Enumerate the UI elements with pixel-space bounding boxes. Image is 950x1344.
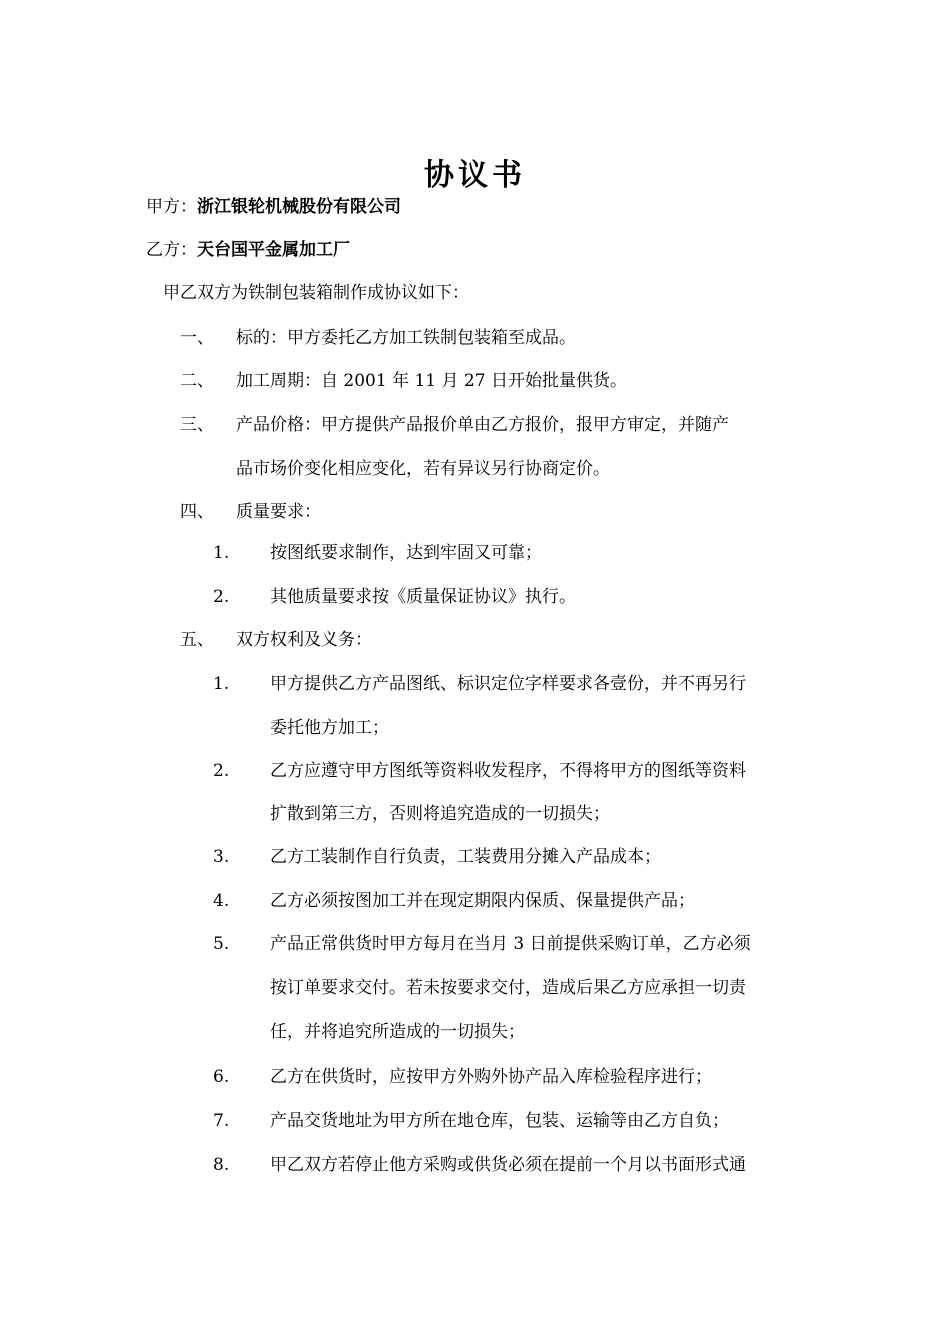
section-text: 加工周期：自 2001 年 11 月 27 日开始批量供货。 bbox=[236, 371, 627, 391]
item-text: 按订单要求交付。若未按要求交付，造成后果乙方应承担一切责 bbox=[270, 978, 746, 998]
intro-text: 甲乙双方为铁制包装箱制作成协议如下： bbox=[163, 283, 469, 303]
section-text: 双方权利及义务： bbox=[236, 630, 372, 650]
party-b-label: 乙方： bbox=[146, 240, 197, 260]
item-number: 1. bbox=[213, 543, 230, 563]
party-a-label: 甲方： bbox=[146, 197, 197, 217]
item-number: 2. bbox=[213, 761, 230, 781]
item-number: 2. bbox=[213, 587, 230, 607]
item-text: 委托他方加工； bbox=[270, 718, 389, 738]
item-text: 产品正常供货时甲方每月在当月 3 日前提供采购订单，乙方必须 bbox=[270, 934, 751, 954]
section-number: 五、 bbox=[180, 630, 214, 650]
item-text: 其他质量要求按《质量保证协议》执行。 bbox=[270, 587, 576, 607]
item-text: 扩散到第三方，否则将追究造成的一切损失； bbox=[270, 804, 610, 824]
section-text: 品市场价变化相应变化，若有异议另行协商定价。 bbox=[236, 459, 610, 479]
document-title: 协议书 bbox=[424, 158, 526, 193]
section-number: 三、 bbox=[180, 415, 214, 435]
item-text: 任，并将追究所造成的一切损失； bbox=[270, 1022, 525, 1042]
section-number: 二、 bbox=[180, 371, 214, 391]
item-number: 1. bbox=[213, 674, 230, 694]
section-text: 标的：甲方委托乙方加工铁制包装箱至成品。 bbox=[236, 328, 576, 348]
item-number: 7. bbox=[213, 1111, 230, 1131]
section-text: 质量要求： bbox=[236, 502, 321, 522]
section-number: 一、 bbox=[180, 328, 214, 348]
party-b-name: 天台国平金属加工厂 bbox=[197, 240, 350, 260]
item-number: 5. bbox=[213, 934, 230, 954]
item-text: 按图纸要求制作，达到牢固又可靠； bbox=[270, 543, 542, 563]
item-text: 乙方在供货时，应按甲方外购外协产品入库检验程序进行； bbox=[270, 1067, 712, 1087]
item-number: 6. bbox=[213, 1067, 230, 1087]
party-b bbox=[146, 238, 350, 262]
party-a-name: 浙江银轮机械股份有限公司 bbox=[197, 197, 401, 217]
section-text: 产品价格：甲方提供产品报价单由乙方报价，报甲方审定，并随产 bbox=[236, 415, 729, 435]
section-number: 四、 bbox=[180, 502, 214, 522]
item-text: 乙方必须按图加工并在现定期限内保质、保量提供产品； bbox=[270, 891, 695, 911]
item-text: 乙方应遵守甲方图纸等资料收发程序，不得将甲方的图纸等资料 bbox=[270, 761, 746, 781]
party-a bbox=[146, 195, 401, 219]
item-text: 甲方提供乙方产品图纸、标识定位字样要求各壹份，并不再另行 bbox=[270, 674, 746, 694]
item-number: 4. bbox=[213, 891, 230, 911]
item-text: 产品交货地址为甲方所在地仓库，包装、运输等由乙方自负； bbox=[270, 1111, 729, 1131]
item-number: 3. bbox=[213, 847, 230, 867]
item-number: 8. bbox=[213, 1155, 230, 1175]
item-text: 甲乙双方若停止他方采购或供货必须在提前一个月以书面形式通 bbox=[270, 1155, 746, 1175]
item-text: 乙方工装制作自行负责，工装费用分摊入产品成本； bbox=[270, 847, 661, 867]
